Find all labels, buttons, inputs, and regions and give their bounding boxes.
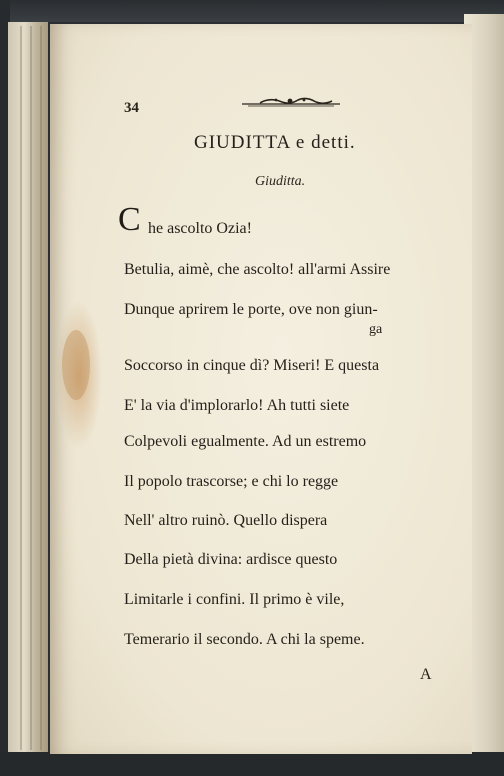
leaf-edge-line <box>20 26 22 750</box>
leaf-edge-line <box>40 26 42 750</box>
printer-ornament-icon <box>240 95 342 109</box>
verse-line: E' la via d'implorarlo! Ah tutti siete <box>124 397 350 414</box>
verse-line: Della pietà divina: ardisce questo <box>124 551 338 568</box>
verse-line: Temerario il secondo. A chi la speme. <box>124 631 365 648</box>
verse-line: Soccorso in cinque dì? Miseri! E questa <box>124 357 380 374</box>
leaf-edge-line <box>30 26 32 750</box>
book-cover-bottom <box>0 752 504 776</box>
verse-line: Colpevoli egualmente. Ad un estremo <box>124 433 367 450</box>
book-cover-top <box>0 0 504 22</box>
verse-line: Limitarle i confini. Il primo è vile, <box>124 591 345 608</box>
verse-line: Betulia, aimè, che ascolto! all'armi Assire <box>124 261 391 278</box>
speaker-name: Giuditta. <box>255 174 306 189</box>
catchword: A <box>420 666 432 683</box>
drop-cap: C <box>118 201 141 238</box>
page-number: 34 <box>124 100 139 116</box>
verse-line: Il popolo trascorse; e chi lo regge <box>124 473 339 490</box>
scene-title: GIUDITTA e detti. <box>194 132 356 153</box>
turnover-syllable: ga <box>369 322 383 337</box>
verse-line: Dunque aprirem le porte, ove non giun- <box>124 301 378 318</box>
page-stack-left <box>8 22 48 754</box>
verse-line: Nell' altro ruinò. Quello dispera <box>124 512 328 529</box>
verse-line: he ascolto Ozia! <box>148 220 252 237</box>
water-stain <box>62 330 90 400</box>
